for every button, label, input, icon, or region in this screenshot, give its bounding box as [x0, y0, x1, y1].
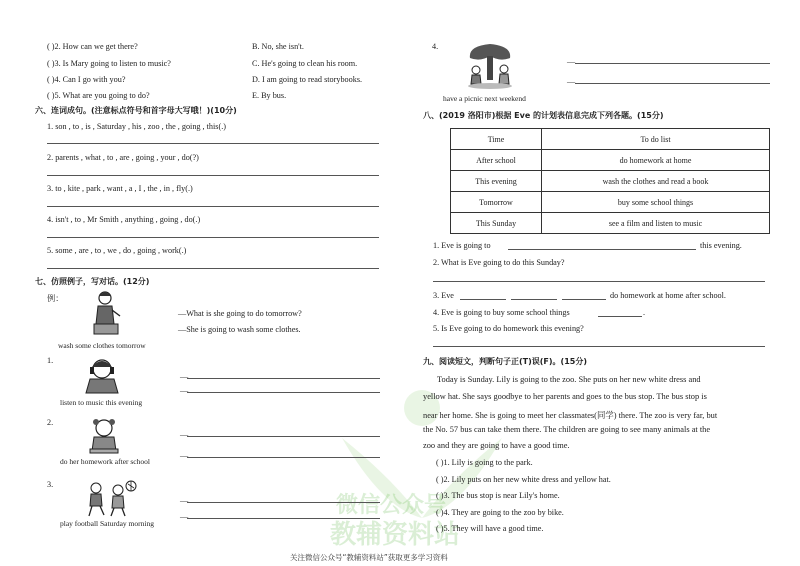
- passage-line-1: Today is Sunday. Lily is going to the zoo. She puts on her new white dress and: [437, 375, 701, 384]
- s8-q1-blank[interactable]: [508, 249, 696, 250]
- matching-q2: ( )2. How can we get there?: [47, 42, 138, 51]
- s7-item-3-line-2[interactable]: [187, 518, 380, 519]
- table-cell-todo: do homework at home: [542, 150, 770, 171]
- s7-item-3-line-1[interactable]: [187, 502, 380, 503]
- s7-item-1-line-2[interactable]: [187, 392, 380, 393]
- s7-item-2-dash-1: —: [180, 430, 189, 439]
- s7-item-4-line-1[interactable]: [575, 63, 770, 64]
- passage-line-2: yellow hat. She says goodbye to her parents and goes to the bus stop. The bus stop is: [423, 392, 707, 401]
- s8-q3-start: 3. Eve: [433, 291, 454, 300]
- s6-item-3: 3. to , kite , park , want , a , I , the , in , fly(.): [47, 184, 193, 193]
- s6-answer-line-5[interactable]: [47, 268, 379, 269]
- s7-item-3-dash-2: —: [180, 512, 189, 521]
- tf-statement-4[interactable]: ( )4. They are going to the zoo by bike.: [436, 508, 564, 517]
- watermark-text-2: 教辅资料站: [330, 520, 461, 550]
- s7-item-2-caption: do her homework after school: [60, 457, 150, 466]
- table-header-todo: To do list: [542, 129, 770, 150]
- table-header-row: [451, 129, 770, 150]
- s7-item-1-dash-2: —: [180, 386, 189, 395]
- s6-answer-line-4[interactable]: [47, 237, 379, 238]
- s8-q2: 2. What is Eve going to do this Sunday?: [433, 258, 565, 267]
- s8-q3-blank-1[interactable]: [460, 299, 506, 300]
- girl-doing-homework-icon: [88, 417, 120, 455]
- s6-answer-line-3[interactable]: [47, 206, 379, 207]
- woman-washing-clothes-icon: [90, 290, 126, 336]
- tf-statement-2[interactable]: ( )2. Lily puts on her new white dress and yellow hat.: [436, 475, 611, 484]
- table-cell-todo: buy some school things: [542, 192, 770, 213]
- s7-item-1-number: 1.: [47, 356, 54, 365]
- s8-q1-end: this evening.: [700, 241, 742, 250]
- example-caption: wash some clothes tomorrow: [58, 341, 146, 350]
- s8-q1-start: 1. Eve is going to: [433, 241, 491, 250]
- matching-q4: ( )4. Can I go with you?: [47, 75, 126, 84]
- table-row: [451, 213, 770, 234]
- s7-item-3-caption: play football Saturday morning: [60, 519, 154, 528]
- example-answer: —She is going to wash some clothes.: [178, 325, 301, 334]
- s7-item-2-line-1[interactable]: [187, 436, 380, 437]
- s6-item-4: 4. isn't , to , Mr Smith , anything , going , do(.): [47, 215, 201, 224]
- table-cell-todo: see a film and listen to music: [542, 213, 770, 234]
- matching-answer-b: B. No, she isn't.: [252, 42, 304, 51]
- s6-answer-line-1[interactable]: [47, 143, 379, 144]
- table-row: [451, 171, 770, 192]
- s7-item-4-caption: have a picnic next weekend: [443, 94, 526, 103]
- passage-line-5: zoo and they are going to have a good time.: [423, 441, 570, 450]
- s7-item-4-dash-2: —: [567, 77, 576, 86]
- s8-q3-blank-3[interactable]: [562, 299, 606, 300]
- s8-q4-blank[interactable]: [598, 316, 642, 317]
- table-cell-time: After school: [451, 150, 542, 171]
- table-row: [451, 150, 770, 171]
- s7-item-4-dash-1: —: [567, 57, 576, 66]
- s7-item-1-caption: listen to music this evening: [60, 398, 143, 407]
- s6-item-1: 1. son , to , is , Saturday , his , zoo , the , going , this(.): [47, 122, 226, 131]
- s6-item-5: 5. some , are , to , we , do , going , work(.): [47, 246, 187, 255]
- s8-q2-line[interactable]: [433, 281, 765, 282]
- tf-statement-1[interactable]: ( )1. Lily is going to the park.: [436, 458, 533, 467]
- section-9-title: 九、阅读短文，判断句子正(T)误(F)。(15分): [423, 357, 587, 366]
- s7-item-1-line-1[interactable]: [187, 378, 380, 379]
- family-picnic-icon: [460, 40, 520, 90]
- matching-answer-c: C. He's going to clean his room.: [252, 59, 358, 68]
- s8-q4: 4. Eve is going to buy some school things: [433, 308, 570, 317]
- girl-listening-music-icon: [80, 357, 126, 395]
- s6-item-2: 2. parents , what , to , are , going , your , do(?): [47, 153, 199, 162]
- table-header-time: Time: [451, 129, 542, 150]
- s7-item-2-line-2[interactable]: [187, 457, 380, 458]
- eve-plan-table: [450, 128, 770, 234]
- matching-q3: ( )3. Is Mary going to listen to music?: [47, 59, 171, 68]
- s7-item-3-dash-1: —: [180, 496, 189, 505]
- table-cell-time: This evening: [451, 171, 542, 192]
- matching-answer-e: E. By bus.: [252, 91, 287, 100]
- tf-statement-3[interactable]: ( )3. The bus stop is near Lily's home.: [436, 491, 560, 500]
- matching-answer-d: D. I am going to read storybooks.: [252, 75, 363, 84]
- watermark-text-1: 微信公众号: [336, 493, 447, 518]
- s7-item-2-dash-2: —: [180, 451, 189, 460]
- example-question: —What is she going to do tomorrow?: [178, 309, 302, 318]
- section-6-title: 六、连词成句。(注意标点符号和首字母大写哦！)(10分): [35, 106, 237, 115]
- example-label: 例：: [47, 293, 64, 303]
- tf-statement-5[interactable]: ( )5. They will have a good time.: [436, 524, 544, 533]
- s6-answer-line-2[interactable]: [47, 175, 379, 176]
- footer-note: 关注微信公众号“教辅资料站”获取更多学习资料: [290, 553, 448, 562]
- s8-q5-line[interactable]: [433, 346, 765, 347]
- table-row: [451, 192, 770, 213]
- section-8-title: 八、(2019 洛阳市)根据 Eve 的计划表信息完成下列各题。(15分): [423, 111, 664, 120]
- s7-item-1-dash-1: —: [180, 372, 189, 381]
- s8-q3-end: do homework at home after school.: [610, 291, 726, 300]
- kids-playing-football-icon: [84, 480, 138, 518]
- passage-line-4: the No. 57 bus can take them there. The children are going to see many animals at the: [423, 425, 711, 434]
- s7-item-4-number: 4.: [432, 42, 439, 51]
- table-cell-todo: wash the clothes and read a book: [542, 171, 770, 192]
- s8-q4-period: .: [643, 308, 646, 317]
- s7-item-3-number: 3.: [47, 480, 54, 489]
- s8-q5: 5. Is Eve going to do homework this evening?: [433, 324, 584, 333]
- table-cell-time: This Sunday: [451, 213, 542, 234]
- table-cell-time: Tomorrow: [451, 192, 542, 213]
- passage-line-3: near her home. She is going to meet her classmates(同学) there. The zoo is very far, but: [423, 411, 718, 420]
- matching-q5: ( )5. What are you going to do?: [47, 91, 150, 100]
- section-7-title: 七、仿照例子，写对话。(12分): [35, 277, 150, 286]
- s7-item-2-number: 2.: [47, 418, 54, 427]
- s7-item-4-line-2[interactable]: [575, 83, 770, 84]
- s8-q3-blank-2[interactable]: [511, 299, 557, 300]
